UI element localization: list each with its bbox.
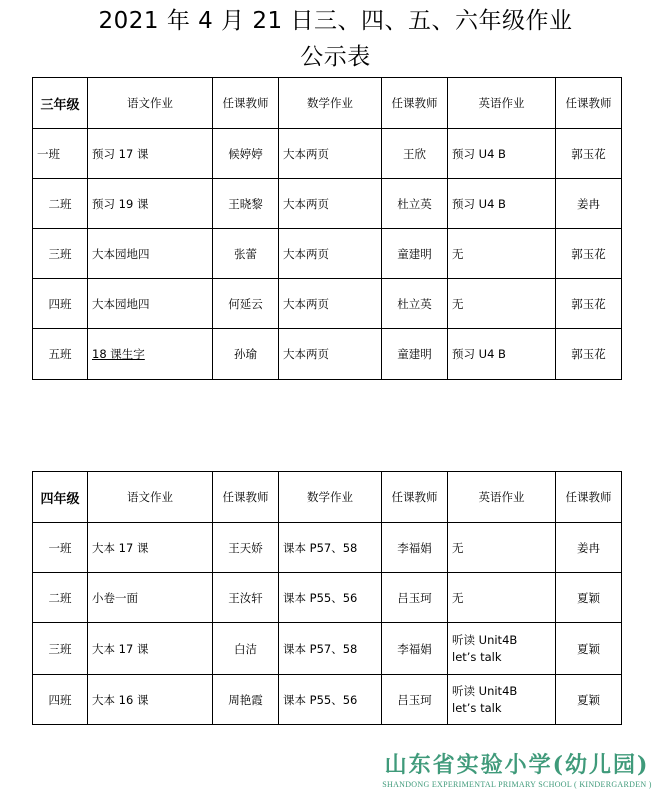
grade-label: 三年级 xyxy=(33,78,88,129)
math-homework: 课本 P57、58 xyxy=(279,623,382,675)
header-teacher: 任课教师 xyxy=(556,78,622,129)
english-homework: 无 xyxy=(448,279,556,329)
header-teacher: 任课教师 xyxy=(382,472,448,523)
chinese-teacher: 王汝轩 xyxy=(213,573,279,623)
chinese-homework: 小卷一面 xyxy=(88,573,213,623)
chinese-homework: 预习 17 课 xyxy=(88,129,213,179)
class-name: 三班 xyxy=(33,229,88,279)
chinese-teacher: 何延云 xyxy=(213,279,279,329)
math-homework: 课本 P55、56 xyxy=(279,675,382,725)
chinese-teacher: 周艳霞 xyxy=(213,675,279,725)
english-teacher: 夏颖 xyxy=(556,573,622,623)
chinese-homework: 大本 17 课 xyxy=(88,623,213,675)
english-teacher: 郭玉花 xyxy=(556,229,622,279)
header-teacher: 任课教师 xyxy=(213,472,279,523)
table-row xyxy=(33,329,622,380)
class-name: 二班 xyxy=(33,179,88,229)
table-row xyxy=(33,279,622,329)
table-row xyxy=(33,573,622,623)
header-chinese-homework: 语文作业 xyxy=(88,78,213,129)
math-teacher: 吕玉珂 xyxy=(382,573,448,623)
chinese-teacher: 候婷婷 xyxy=(213,129,279,179)
math-homework: 课本 P57、58 xyxy=(279,523,382,573)
english-homework: 听读 Unit4B let’s talk xyxy=(448,675,556,725)
chinese-teacher: 张蕾 xyxy=(213,229,279,279)
english-homework: 预习 U4 B xyxy=(448,129,556,179)
english-teacher: 郭玉花 xyxy=(556,329,622,380)
class-name: 四班 xyxy=(33,279,88,329)
math-homework: 大本两页 xyxy=(279,179,382,229)
math-homework: 大本两页 xyxy=(279,279,382,329)
table-row xyxy=(33,129,622,179)
school-name-cn: 山东省实验小学(幼儿园) xyxy=(384,752,650,778)
english-homework: 听读 Unit4B let’s talk xyxy=(448,623,556,675)
page-title: 2021 年 4 月 21 日三、四、五、六年级作业 xyxy=(98,8,573,34)
header-english-homework: 英语作业 xyxy=(448,472,556,523)
math-teacher: 杜立英 xyxy=(382,279,448,329)
grade-label: 四年级 xyxy=(33,472,88,523)
chinese-teacher: 王天娇 xyxy=(213,523,279,573)
math-homework: 大本两页 xyxy=(279,129,382,179)
math-teacher: 王欣 xyxy=(382,129,448,179)
english-teacher: 姜冉 xyxy=(556,179,622,229)
chinese-homework: 大本园地四 xyxy=(88,229,213,279)
school-name-en: SHANDONG EXPERIMENTAL PRIMARY SCHOOL ( KINDERGARDEN ) xyxy=(382,780,652,789)
chinese-teacher: 王晓黎 xyxy=(213,179,279,229)
grade4-homework-table xyxy=(32,471,622,725)
math-teacher: 童建明 xyxy=(382,329,448,380)
header-math-homework: 数学作业 xyxy=(279,78,382,129)
table-row xyxy=(33,523,622,573)
chinese-homework: 18 课生字 xyxy=(92,347,145,361)
math-homework: 大本两页 xyxy=(279,329,382,380)
table-row xyxy=(33,675,622,725)
math-teacher: 李福娟 xyxy=(382,623,448,675)
chinese-teacher: 孙瑜 xyxy=(213,329,279,380)
math-homework: 大本两页 xyxy=(279,229,382,279)
math-teacher: 吕玉珂 xyxy=(382,675,448,725)
grade3-homework-table xyxy=(32,77,622,380)
english-teacher: 姜冉 xyxy=(556,523,622,573)
table-row xyxy=(33,623,622,675)
english-homework: 预习 U4 B xyxy=(448,329,556,380)
english-homework: 无 xyxy=(448,523,556,573)
class-name: 五班 xyxy=(33,329,88,380)
header-english-homework: 英语作业 xyxy=(448,78,556,129)
english-teacher: 郭玉花 xyxy=(556,129,622,179)
school-logo xyxy=(372,748,662,789)
header-teacher: 任课教师 xyxy=(382,78,448,129)
chinese-homework: 大本 16 课 xyxy=(88,675,213,725)
math-teacher: 李福娟 xyxy=(382,523,448,573)
english-teacher: 夏颖 xyxy=(556,623,622,675)
math-teacher: 杜立英 xyxy=(382,179,448,229)
chinese-homework: 大本 17 课 xyxy=(88,523,213,573)
table-row xyxy=(33,179,622,229)
class-name: 四班 xyxy=(33,675,88,725)
chinese-homework: 预习 19 课 xyxy=(88,179,213,229)
header-chinese-homework: 语文作业 xyxy=(88,472,213,523)
class-name: 三班 xyxy=(33,623,88,675)
header-teacher: 任课教师 xyxy=(556,472,622,523)
class-name: 一班 xyxy=(33,129,88,179)
class-name: 一班 xyxy=(33,523,88,573)
header-teacher: 任课教师 xyxy=(213,78,279,129)
table-header-row xyxy=(33,472,622,523)
english-homework: 无 xyxy=(448,229,556,279)
chinese-teacher: 白洁 xyxy=(213,623,279,675)
math-homework: 课本 P55、56 xyxy=(279,573,382,623)
english-homework: 无 xyxy=(448,573,556,623)
class-name: 二班 xyxy=(33,573,88,623)
table-header-row xyxy=(33,78,622,129)
table-row xyxy=(33,229,622,279)
english-homework: 预习 U4 B xyxy=(448,179,556,229)
math-teacher: 童建明 xyxy=(382,229,448,279)
page-subtitle: 公示表 xyxy=(300,44,371,70)
header-math-homework: 数学作业 xyxy=(279,472,382,523)
english-teacher: 郭玉花 xyxy=(556,279,622,329)
english-teacher: 夏颖 xyxy=(556,675,622,725)
chinese-homework: 大本园地四 xyxy=(88,279,213,329)
